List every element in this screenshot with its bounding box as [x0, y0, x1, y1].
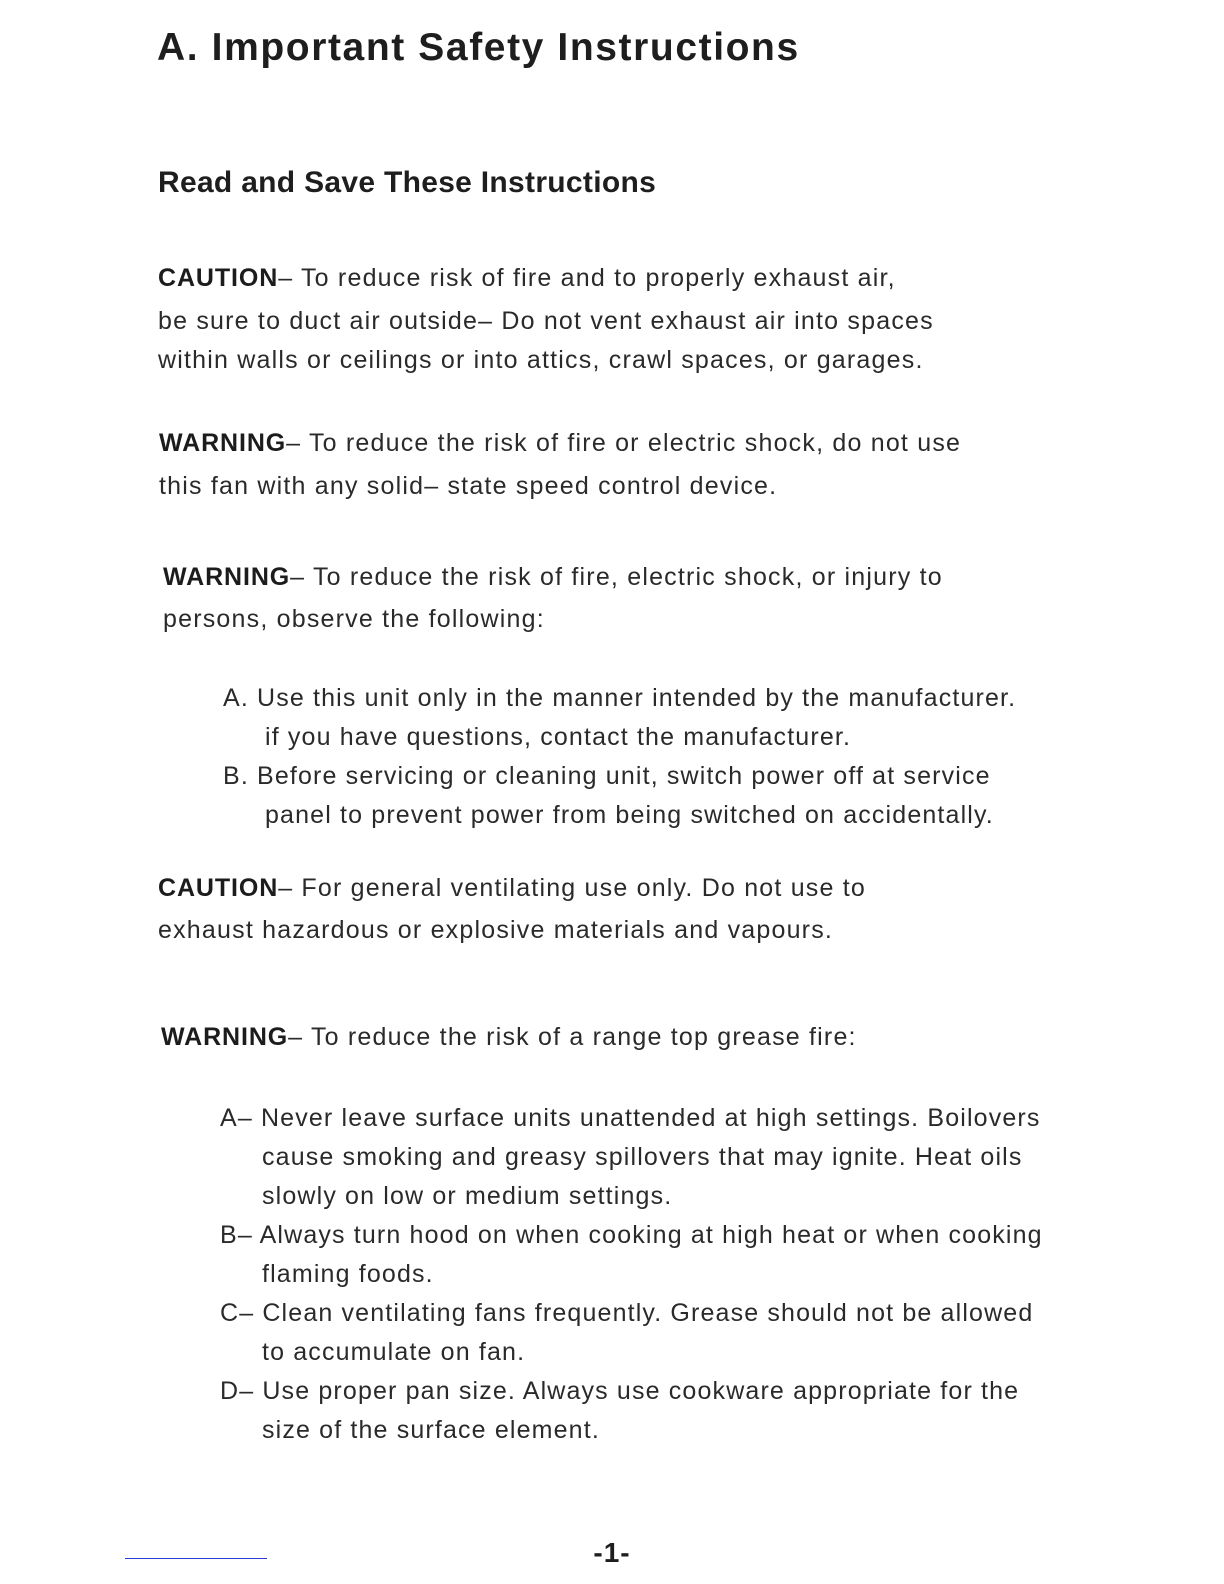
page-title: A. Important Safety Instructions — [157, 26, 800, 69]
caution-line: exhaust hazardous or explosive materials and vapours. — [158, 916, 834, 944]
list-item-continuation: panel to prevent power from being switched on accidentally. — [265, 801, 994, 829]
warning-text: – To reduce the risk of fire or electric shock, do not use — [286, 429, 962, 457]
caution-line — [158, 874, 866, 903]
list-item-continuation: size of the surface element. — [262, 1416, 600, 1444]
warning-line — [163, 563, 943, 592]
warning-3-list — [0, 1090, 1082, 1460]
caution-line — [158, 264, 896, 293]
warning-text: – To reduce the risk of fire, electric shock, or injury to — [290, 563, 943, 591]
warning-line: persons, observe the following: — [163, 605, 545, 633]
caution-label: CAUTION — [158, 264, 279, 292]
warning-label: WARNING — [159, 429, 287, 457]
warning-line — [161, 1023, 857, 1052]
warning-line: this fan with any solid– state speed control device. — [159, 472, 778, 500]
caution-text: – To reduce risk of fire and to properly exhaust air, — [278, 264, 896, 292]
caution-line: within walls or ceilings or into attics, crawl spaces, or garages. — [158, 346, 924, 374]
caution-text: – For general ventilating use only. Do not use to — [278, 874, 867, 902]
list-item-continuation: to accumulate on fan. — [262, 1338, 526, 1366]
list-item: B. Before servicing or cleaning unit, switch power off at service — [223, 762, 991, 790]
list-item-continuation: cause smoking and greasy spillovers that may ignite. Heat oils — [262, 1143, 1023, 1171]
warning-line — [159, 429, 961, 458]
caution-line: be sure to duct air outside– Do not vent exhaust air into spaces — [158, 307, 934, 335]
list-item: A– Never leave surface units unattended at high settings. Boilovers — [220, 1104, 1041, 1132]
list-item: B– Always turn hood on when cooking at high heat or when cooking — [220, 1221, 1043, 1249]
list-item: A. Use this unit only in the manner intended by the manufacturer. — [223, 684, 1017, 712]
section-subtitle: Read and Save These Instructions — [158, 166, 657, 199]
list-item-continuation: flaming foods. — [262, 1260, 434, 1288]
list-item: D– Use proper pan size. Always use cookware appropriate for the — [220, 1377, 1020, 1405]
list-item-continuation: slowly on low or medium settings. — [262, 1182, 673, 1210]
list-item: C– Clean ventilating fans frequently. Grease should not be allowed — [220, 1299, 1034, 1327]
page-number: -1- — [593, 1537, 631, 1568]
warning-text: – To reduce the risk of a range top grease fire: — [288, 1023, 857, 1051]
warning-label: WARNING — [163, 563, 291, 591]
list-item-continuation: if you have questions, contact the manufacturer. — [265, 723, 852, 751]
warning-label: WARNING — [161, 1023, 289, 1051]
caution-label: CAUTION — [158, 874, 279, 902]
